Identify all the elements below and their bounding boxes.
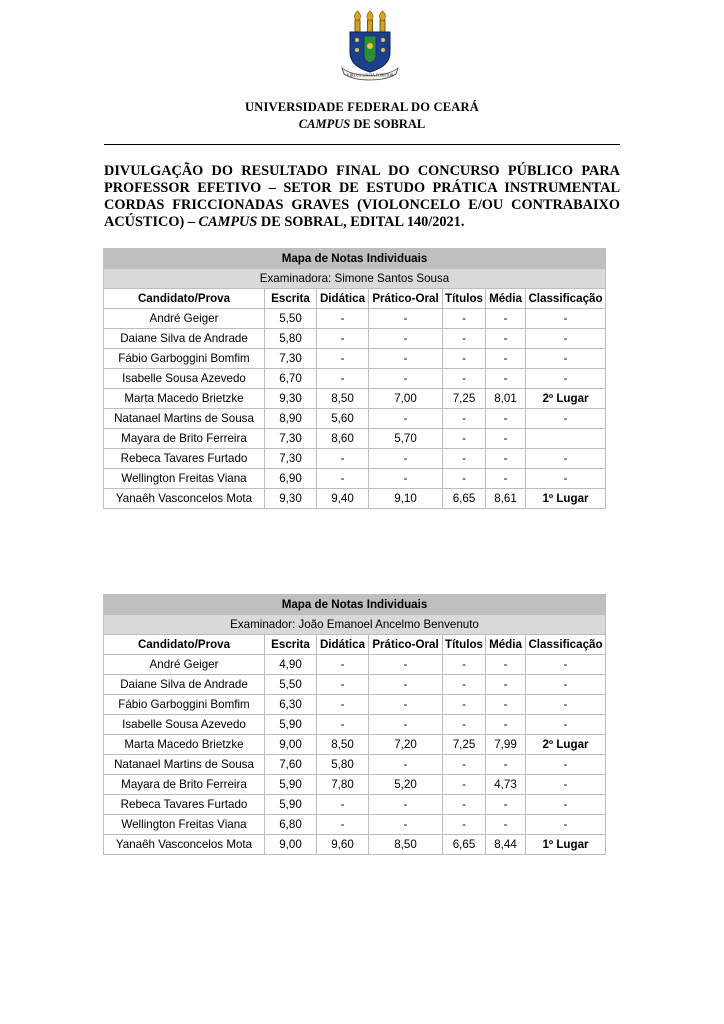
grade-cell: - <box>486 449 526 469</box>
grade-cell: - <box>443 369 486 389</box>
grade-cell: 7,80 <box>317 775 369 795</box>
grade-cell: 6,65 <box>443 489 486 509</box>
campus-name <box>0 117 724 132</box>
announcement-heading <box>104 163 620 231</box>
candidate-name-cell: André Geiger <box>104 655 265 675</box>
grade-cell: 8,44 <box>486 835 526 855</box>
campus-label: CAMPUS <box>298 117 351 131</box>
grade-cell: - <box>486 675 526 695</box>
candidate-name-cell: Rebeca Tavares Furtado <box>104 449 265 469</box>
column-header: Prático-Oral <box>369 635 443 655</box>
grade-cell: 6,90 <box>265 469 317 489</box>
grade-cell: - <box>526 715 606 735</box>
grade-cell: - <box>486 429 526 449</box>
grade-cell: 5,80 <box>265 329 317 349</box>
svg-text:VIRTUS UNITA FORTIOR: VIRTUS UNITA FORTIOR <box>346 72 394 78</box>
grade-cell: 7,00 <box>369 389 443 409</box>
grade-cell: - <box>369 675 443 695</box>
announcement-line-4-campus: CAMPUS <box>198 214 258 230</box>
grade-cell: - <box>317 469 369 489</box>
examiner-row <box>104 269 606 289</box>
grade-cell: - <box>526 815 606 835</box>
grade-cell: - <box>317 369 369 389</box>
grade-cell: 5,90 <box>265 795 317 815</box>
grade-cell: 6,70 <box>265 369 317 389</box>
grade-cell: 4,73 <box>486 775 526 795</box>
grade-cell: 1º Lugar <box>526 489 606 509</box>
candidate-name-cell: Fábio Garboggini Bomfim <box>104 695 265 715</box>
grade-cell: - <box>369 469 443 489</box>
grade-cell: - <box>317 715 369 735</box>
grades-table-examiner-2 <box>103 594 606 855</box>
grade-cell: 7,30 <box>265 349 317 369</box>
column-header: Escrita <box>265 635 317 655</box>
grade-cell: - <box>526 329 606 349</box>
table-row <box>104 429 606 449</box>
grade-cell: - <box>317 329 369 349</box>
column-header: Escrita <box>265 289 317 309</box>
table-row <box>104 755 606 775</box>
examiner-row <box>104 615 606 635</box>
announcement-line-4-start: ACÚSTICO) – <box>104 214 199 230</box>
grade-cell: - <box>443 449 486 469</box>
column-header: Didática <box>317 635 369 655</box>
grade-cell: - <box>369 409 443 429</box>
table-row <box>104 775 606 795</box>
table-row <box>104 389 606 409</box>
examiner-name: Examinador: João Emanoel Ancelmo Benvenuto <box>104 615 606 635</box>
grade-cell: - <box>317 695 369 715</box>
grade-cell: - <box>369 795 443 815</box>
grade-cell: - <box>526 469 606 489</box>
grade-cell: 9,30 <box>265 389 317 409</box>
grade-cell: - <box>486 655 526 675</box>
grade-cell: - <box>526 675 606 695</box>
grade-cell: 5,60 <box>317 409 369 429</box>
grade-cell: - <box>443 795 486 815</box>
grade-cell: 8,60 <box>317 429 369 449</box>
grade-cell: 8,50 <box>317 735 369 755</box>
column-header: Média <box>486 635 526 655</box>
grade-cell: - <box>369 815 443 835</box>
grade-cell: - <box>526 755 606 775</box>
column-header: Média <box>486 289 526 309</box>
grade-cell: - <box>486 409 526 429</box>
candidate-name-cell: Natanael Martins de Sousa <box>104 755 265 775</box>
grade-cell: - <box>526 349 606 369</box>
column-header: Candidato/Prova <box>104 635 265 655</box>
grade-cell: - <box>443 429 486 449</box>
grade-cell: 9,60 <box>317 835 369 855</box>
grade-cell: 8,90 <box>265 409 317 429</box>
grade-cell: - <box>369 309 443 329</box>
grade-cell: - <box>443 815 486 835</box>
column-header: Candidato/Prova <box>104 289 265 309</box>
grade-cell: - <box>443 349 486 369</box>
grade-cell: - <box>526 309 606 329</box>
column-header: Títulos <box>443 635 486 655</box>
grade-cell: 5,20 <box>369 775 443 795</box>
candidate-name-cell: Isabelle Sousa Azevedo <box>104 369 265 389</box>
announcement-line-3: CORDAS FRICCIONADAS GRAVES (VIOLONCELO E/OU CONTRABAIXO <box>104 197 620 213</box>
candidate-name-cell: Daiane Silva de Andrade <box>104 329 265 349</box>
candidate-name-cell: Marta Macedo Brietzke <box>104 735 265 755</box>
candidate-name-cell: Yanaêh Vasconcelos Mota <box>104 489 265 509</box>
grade-cell: - <box>443 775 486 795</box>
grade-cell: - <box>486 329 526 349</box>
announcement-line-4 <box>104 214 620 231</box>
grade-cell: - <box>486 795 526 815</box>
candidate-name-cell: Mayara de Brito Ferreira <box>104 775 265 795</box>
university-coat-of-arms-logo <box>334 10 406 82</box>
grade-cell: 9,00 <box>265 735 317 755</box>
grade-cell: - <box>486 695 526 715</box>
table-row <box>104 795 606 815</box>
grade-cell: - <box>526 449 606 469</box>
grade-cell: - <box>526 655 606 675</box>
table-row <box>104 309 606 329</box>
candidate-name-cell: Wellington Freitas Viana <box>104 815 265 835</box>
candidate-name-cell: Natanael Martins de Sousa <box>104 409 265 429</box>
grade-cell: - <box>369 449 443 469</box>
grade-cell: - <box>526 695 606 715</box>
grade-cell: 1º Lugar <box>526 835 606 855</box>
table-row <box>104 469 606 489</box>
grades-table-body <box>104 249 606 509</box>
grade-cell: - <box>317 675 369 695</box>
grade-cell: 4,90 <box>265 655 317 675</box>
candidate-name-cell: Rebeca Tavares Furtado <box>104 795 265 815</box>
grade-cell: 8,50 <box>317 389 369 409</box>
candidate-name-cell: Daiane Silva de Andrade <box>104 675 265 695</box>
grade-cell: 6,80 <box>265 815 317 835</box>
grade-cell: - <box>317 349 369 369</box>
grades-table-body <box>104 595 606 855</box>
table-title-row <box>104 595 606 615</box>
university-name: UNIVERSIDADE FEDERAL DO CEARÁ <box>245 100 479 114</box>
table-row <box>104 735 606 755</box>
column-header: Prático-Oral <box>369 289 443 309</box>
table-row <box>104 369 606 389</box>
grade-cell: 2º Lugar <box>526 735 606 755</box>
grade-cell: - <box>486 815 526 835</box>
table-row <box>104 815 606 835</box>
grades-table-examiner-1 <box>103 248 606 509</box>
table-row <box>104 655 606 675</box>
grade-cell: - <box>486 369 526 389</box>
grade-cell: - <box>526 795 606 815</box>
candidate-name-cell: André Geiger <box>104 309 265 329</box>
grade-cell: - <box>526 369 606 389</box>
grade-cell: 5,80 <box>317 755 369 775</box>
grade-cell: 8,01 <box>486 389 526 409</box>
grade-cell: - <box>443 675 486 695</box>
column-header: Classificação <box>526 289 606 309</box>
grade-cell: 5,70 <box>369 429 443 449</box>
grade-cell: - <box>486 469 526 489</box>
grade-cell: 8,61 <box>486 489 526 509</box>
grade-cell: - <box>317 815 369 835</box>
grade-cell: 7,20 <box>369 735 443 755</box>
grade-cell: - <box>443 755 486 775</box>
grade-cell: - <box>317 655 369 675</box>
announcement-line-2: PROFESSOR EFETIVO – SETOR DE ESTUDO PRÁTICA INSTRUMENTAL <box>104 180 620 196</box>
grade-cell: - <box>443 469 486 489</box>
announcement-line-1: DIVULGAÇÃO DO RESULTADO FINAL DO CONCURSO PÚBLICO PARA <box>104 163 620 179</box>
grade-cell: 7,25 <box>443 735 486 755</box>
table-row <box>104 329 606 349</box>
table-row <box>104 409 606 429</box>
grade-cell: - <box>317 449 369 469</box>
table-row <box>104 489 606 509</box>
table-title: Mapa de Notas Individuais <box>104 595 606 615</box>
grade-cell: - <box>369 715 443 735</box>
grade-cell: - <box>486 349 526 369</box>
header-divider <box>104 144 620 145</box>
grade-cell: 5,90 <box>265 775 317 795</box>
grade-cell: 7,60 <box>265 755 317 775</box>
table-row <box>104 695 606 715</box>
grade-cell: - <box>486 715 526 735</box>
grade-cell: 8,50 <box>369 835 443 855</box>
grade-cell: 7,99 <box>486 735 526 755</box>
grade-cell: 9,30 <box>265 489 317 509</box>
grade-cell: 5,50 <box>265 675 317 695</box>
grade-cell: 7,25 <box>443 389 486 409</box>
grade-cell: - <box>369 695 443 715</box>
column-header-row <box>104 635 606 655</box>
grade-cell: - <box>443 715 486 735</box>
grade-cell: 5,50 <box>265 309 317 329</box>
grade-cell: 9,00 <box>265 835 317 855</box>
grade-cell: 9,40 <box>317 489 369 509</box>
candidate-name-cell: Marta Macedo Brietzke <box>104 389 265 409</box>
grade-cell: - <box>369 755 443 775</box>
table-row <box>104 835 606 855</box>
grade-cell: 5,90 <box>265 715 317 735</box>
grade-cell: - <box>443 695 486 715</box>
candidate-name-cell: Fábio Garboggini Bomfim <box>104 349 265 369</box>
grade-cell: 7,30 <box>265 429 317 449</box>
table-row <box>104 715 606 735</box>
grade-cell: - <box>369 655 443 675</box>
candidate-name-cell: Mayara de Brito Ferreira <box>104 429 265 449</box>
column-header-row <box>104 289 606 309</box>
grade-cell: - <box>369 369 443 389</box>
grade-cell: - <box>443 309 486 329</box>
campus-location: DE SOBRAL <box>350 117 426 131</box>
grade-cell <box>526 429 606 449</box>
grade-cell: 6,30 <box>265 695 317 715</box>
table-title-row <box>104 249 606 269</box>
grade-cell: - <box>526 409 606 429</box>
grade-cell: 7,30 <box>265 449 317 469</box>
grade-cell: - <box>317 795 369 815</box>
candidate-name-cell: Isabelle Sousa Azevedo <box>104 715 265 735</box>
grade-cell: - <box>486 309 526 329</box>
column-header: Classificação <box>526 635 606 655</box>
table-title: Mapa de Notas Individuais <box>104 249 606 269</box>
examiner-name: Examinadora: Simone Santos Sousa <box>104 269 606 289</box>
column-header: Títulos <box>443 289 486 309</box>
grade-cell: - <box>486 755 526 775</box>
table-row <box>104 675 606 695</box>
announcement-line-4-end: DE SOBRAL, EDITAL 140/2021. <box>257 214 465 230</box>
grade-cell: - <box>317 309 369 329</box>
grade-cell: - <box>369 329 443 349</box>
grade-cell: 6,65 <box>443 835 486 855</box>
candidate-name-cell: Wellington Freitas Viana <box>104 469 265 489</box>
grade-cell: 2º Lugar <box>526 389 606 409</box>
grade-cell: - <box>443 655 486 675</box>
grade-cell: - <box>443 329 486 349</box>
grade-cell: 9,10 <box>369 489 443 509</box>
grade-cell: - <box>443 409 486 429</box>
table-row <box>104 349 606 369</box>
table-row <box>104 449 606 469</box>
column-header: Didática <box>317 289 369 309</box>
grade-cell: - <box>526 775 606 795</box>
grade-cell: - <box>369 349 443 369</box>
candidate-name-cell: Yanaêh Vasconcelos Mota <box>104 835 265 855</box>
